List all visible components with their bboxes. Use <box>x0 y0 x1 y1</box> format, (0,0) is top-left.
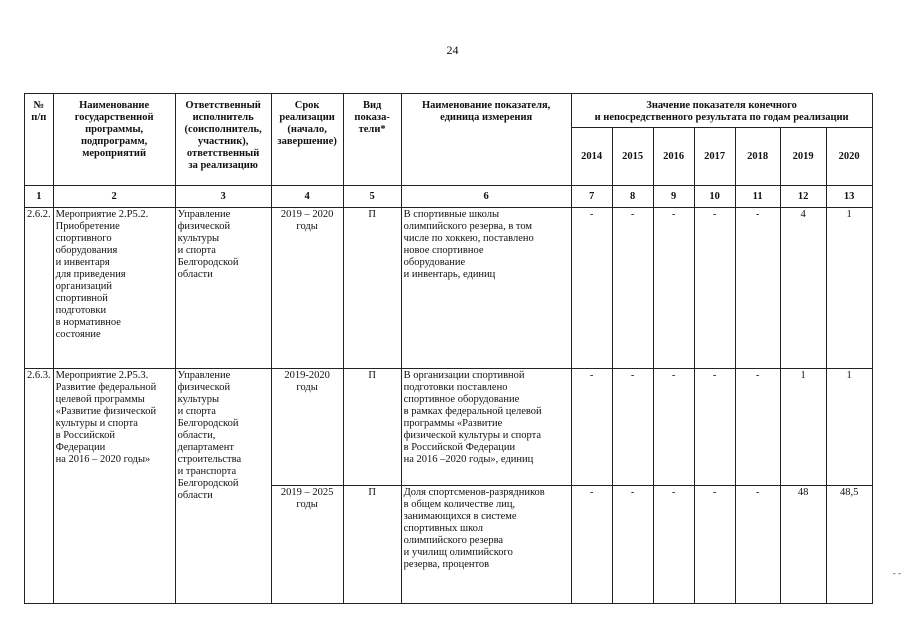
page-number: 24 <box>446 43 459 57</box>
header-number: № п/п <box>25 94 54 186</box>
indicator-type: П <box>343 486 401 604</box>
value-2020: 1 <box>826 369 872 486</box>
period: 2019-2020 годы <box>271 369 343 486</box>
header-program: Наименование государственной программы, подпрограмм, мероприятий <box>53 94 175 186</box>
value-2019: 4 <box>780 208 826 369</box>
column-number: 5 <box>343 186 401 208</box>
year-2016: 2016 <box>653 128 694 186</box>
period: 2019 – 2025 годы <box>271 486 343 604</box>
executor-name: Управление физической культуры и спорта Белгородской области, департамент строительства и транспорта Белгородской области <box>175 369 271 604</box>
column-number: 3 <box>175 186 271 208</box>
year-2017: 2017 <box>694 128 735 186</box>
event-name: Мероприятие 2.Р5.3. Развитие федеральной целевой программы «Развитие физической культуры и спорта в Российской Федерации на 2016 – 2020 годы» <box>53 369 175 604</box>
header-row <box>25 94 873 128</box>
value-2019: 48 <box>780 486 826 604</box>
table-row <box>25 369 873 486</box>
column-number: 10 <box>694 186 735 208</box>
year-2015: 2015 <box>612 128 653 186</box>
value-2017: - <box>694 486 735 604</box>
value-2018: - <box>735 369 780 486</box>
value-2017: - <box>694 208 735 369</box>
value-2014: - <box>571 486 612 604</box>
column-number: 11 <box>735 186 780 208</box>
value-2020: 1 <box>826 208 872 369</box>
indicator-type: П <box>343 208 401 369</box>
indicator-name: Доля спортсменов-разрядников в общем количестве лиц, занимающихся в системе спортивных школ олимпийского резерва и училищ олимпийского резерва, процентов <box>401 486 571 604</box>
column-number: 12 <box>780 186 826 208</box>
value-2017: - <box>694 369 735 486</box>
year-2018: 2018 <box>735 128 780 186</box>
year-2019: 2019 <box>780 128 826 186</box>
column-number: 9 <box>653 186 694 208</box>
period: 2019 – 2020 годы <box>271 208 343 369</box>
header-executor: Ответственный исполнитель (соисполнитель, участник), ответственный за реализацию <box>175 94 271 186</box>
year-2020: 2020 <box>826 128 872 186</box>
year-2014: 2014 <box>571 128 612 186</box>
value-2018: - <box>735 208 780 369</box>
indicators-table <box>24 93 873 604</box>
column-number: 1 <box>25 186 54 208</box>
header-values-group: Значение показателя конечного и непосредственного результата по годам реализации <box>571 94 872 128</box>
value-2015: - <box>612 208 653 369</box>
header-indicator-name: Наименование показателя, единица измерения <box>401 94 571 186</box>
value-2018: - <box>735 486 780 604</box>
scan-edge-mark: - - <box>892 568 901 578</box>
header-indicator-type: Вид показа- тели* <box>343 94 401 186</box>
value-2015: - <box>612 486 653 604</box>
executor-name: Управление физической культуры и спорта Белгородской области <box>175 208 271 369</box>
indicator-name: В спортивные школы олимпийского резерва, в том числе по хоккею, поставлено новое спортивное оборудование и инвентарь, единиц <box>401 208 571 369</box>
column-number: 8 <box>612 186 653 208</box>
column-number: 13 <box>826 186 872 208</box>
event-name: Мероприятие 2.Р5.2. Приобретение спортивного оборудования и инвентаря для приведения организаций спортивной подготовки в нормативное состояние <box>53 208 175 369</box>
table-row <box>25 208 873 369</box>
row-number: 2.6.2. <box>25 208 54 369</box>
indicator-name: В организации спортивной подготовки поставлено спортивное оборудование в рамках федеральной целевой программы «Развитие физической культуры и спорта в Российской Федерации на 2016 –2020 годы», единиц <box>401 369 571 486</box>
column-number-row <box>25 186 873 208</box>
value-2019: 1 <box>780 369 826 486</box>
indicator-type: П <box>343 369 401 486</box>
column-number: 4 <box>271 186 343 208</box>
column-number: 6 <box>401 186 571 208</box>
header-period: Срок реализации (начало, завершение) <box>271 94 343 186</box>
value-2020: 48,5 <box>826 486 872 604</box>
column-number: 7 <box>571 186 612 208</box>
value-2015: - <box>612 369 653 486</box>
value-2016: - <box>653 486 694 604</box>
row-number: 2.6.3. <box>25 369 54 604</box>
value-2016: - <box>653 369 694 486</box>
value-2016: - <box>653 208 694 369</box>
column-number: 2 <box>53 186 175 208</box>
value-2014: - <box>571 369 612 486</box>
value-2014: - <box>571 208 612 369</box>
